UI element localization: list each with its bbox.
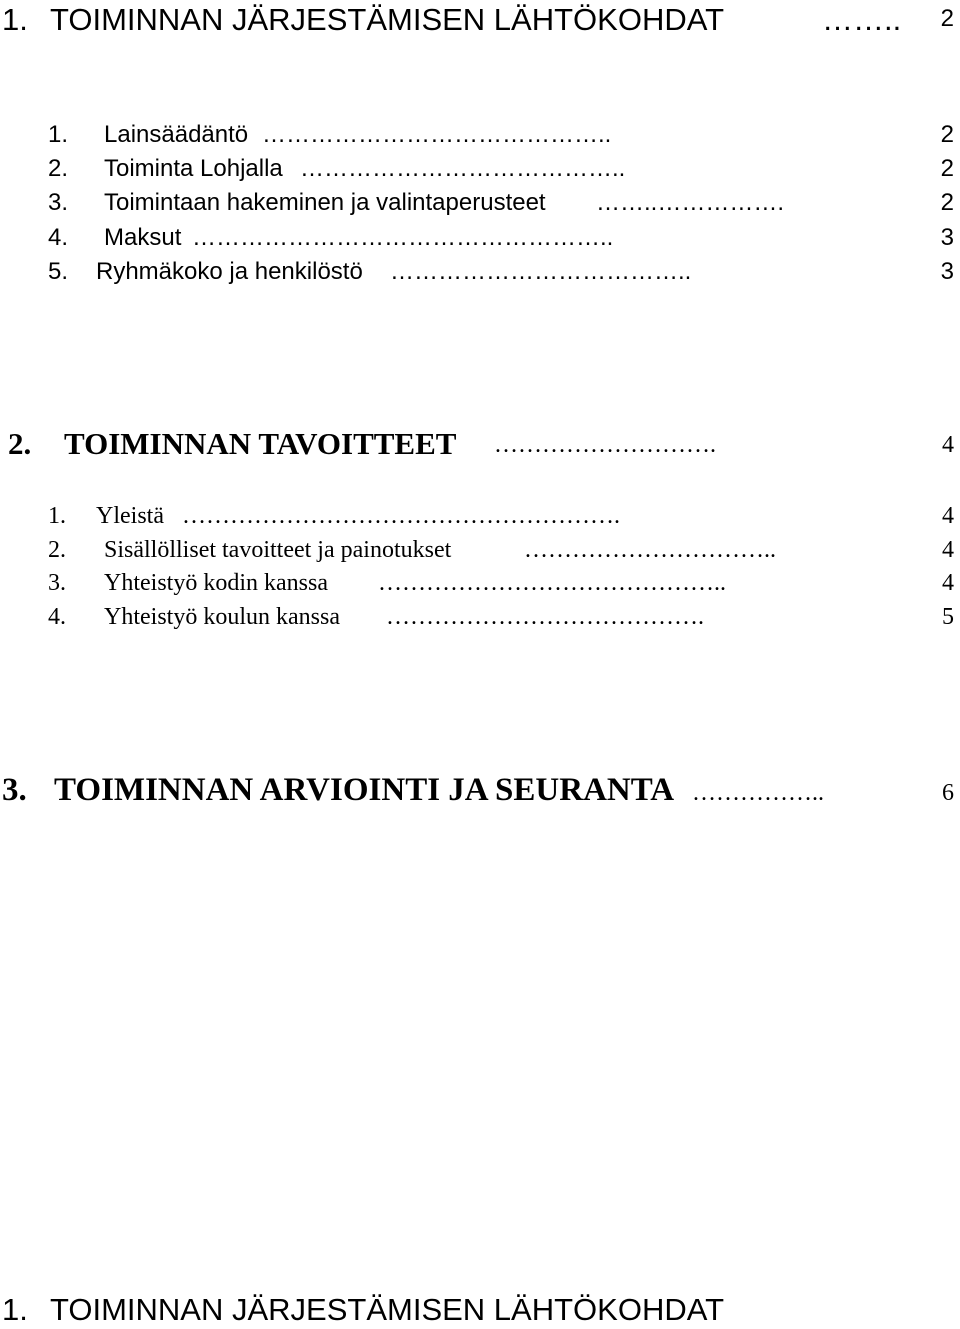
toc-entry-1-1[interactable] (0, 121, 960, 153)
entry-number: 4. (48, 604, 66, 630)
entry-leader: …………………………………………….. (192, 224, 614, 251)
entry-number: 1. (2, 2, 28, 37)
entry-leader: ………………………….. (524, 537, 776, 563)
entry-title: Yhteistyö koulun kanssa (104, 604, 340, 630)
entry-page: 2 (940, 155, 954, 182)
entry-leader: ………………………. (494, 432, 716, 458)
toc-entry-2-3[interactable] (0, 570, 960, 602)
entry-title: TOIMINNAN ARVIOINTI JA SEURANTA (54, 772, 675, 808)
entry-number: 2. (8, 426, 32, 461)
toc-entry-2[interactable] (0, 426, 960, 466)
entry-leader: ………………………………………………. (182, 503, 620, 529)
toc-entry-1-4[interactable] (0, 224, 960, 256)
heading-title: TOIMINNAN JÄRJESTÄMISEN LÄHTÖKOHDAT (50, 1292, 725, 1327)
toc-entry-2-2[interactable] (0, 537, 960, 569)
entry-number: 4. (48, 224, 69, 251)
entry-page: 4 (942, 570, 954, 596)
entry-page: 2 (940, 189, 954, 216)
entry-page: 4 (942, 537, 954, 563)
toc-entry-3[interactable] (0, 772, 960, 814)
toc-entry-header[interactable] (0, 2, 960, 42)
entry-number: 2. (48, 155, 69, 182)
entry-title: Yhteistyö kodin kanssa (104, 570, 328, 596)
toc-entry-1-3[interactable] (0, 189, 960, 221)
entry-leader: …………….. (692, 780, 824, 806)
toc-entry-1-5[interactable] (0, 258, 960, 290)
toc-entry-2-4[interactable] (0, 604, 960, 636)
entry-page: 2 (940, 121, 954, 148)
entry-title: TOIMINNAN JÄRJESTÄMISEN LÄHTÖKOHDAT (50, 2, 725, 37)
entry-leader: …………………………………. (386, 604, 704, 630)
entry-page: 5 (942, 604, 954, 630)
toc-entry-1-2[interactable] (0, 155, 960, 187)
entry-leader: …….. (822, 2, 902, 37)
entry-leader: ………………………………….. (300, 155, 626, 182)
entry-title: Toimintaan hakeminen ja valintaperusteet (104, 189, 546, 216)
entry-leader: ……..……………. (596, 189, 785, 216)
entry-page: 6 (942, 780, 954, 806)
entry-number: 5. (48, 258, 69, 285)
entry-number: 1. (48, 503, 66, 529)
entry-leader: …………………………………….. (378, 570, 726, 596)
entry-page: 3 (940, 224, 954, 251)
entry-leader: …………………………………….. (262, 121, 612, 148)
entry-number: 1. (48, 121, 69, 148)
entry-leader: ……………………………….. (390, 258, 692, 285)
entry-title: Lainsäädäntö (104, 121, 249, 148)
entry-number: 3. (48, 189, 69, 216)
section-heading-footer (0, 1292, 960, 1329)
entry-title: TOIMINNAN TAVOITTEET (64, 426, 457, 461)
heading-number: 1. (2, 1292, 28, 1327)
entry-title: Yleistä (96, 503, 164, 529)
entry-title: Toiminta Lohjalla (104, 155, 283, 182)
entry-title: Ryhmäkoko ja henkilöstö (96, 258, 363, 285)
toc-entry-2-1[interactable] (0, 503, 960, 535)
entry-number: 3. (48, 570, 66, 596)
entry-page: 4 (942, 503, 954, 529)
entry-page: 4 (942, 432, 954, 458)
entry-number: 2. (48, 537, 66, 563)
entry-number: 3. (2, 772, 27, 808)
entry-page: 3 (940, 258, 954, 285)
entry-page: 2 (940, 5, 954, 32)
entry-title: Sisällölliset tavoitteet ja painotukset (104, 537, 452, 563)
entry-title: Maksut (104, 224, 182, 251)
